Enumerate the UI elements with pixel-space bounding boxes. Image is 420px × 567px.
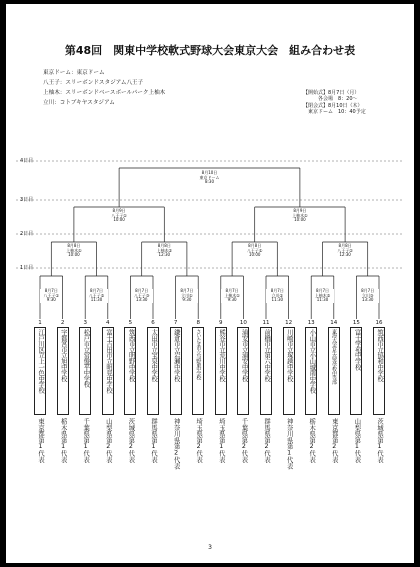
game-time: 11:30 (271, 297, 284, 303)
bracket-lines (6, 4, 414, 563)
team-seed: 2 (60, 320, 65, 326)
venue-line: 八王子：スリーボンドスタジアム八王子 (43, 80, 144, 86)
first-round-game-label (221, 289, 243, 303)
semifinal-game-label (101, 209, 137, 223)
team-name: 浦安市立浦安中学校 (237, 327, 249, 415)
schedule-line: 【開始式】8月7日（月） (303, 90, 360, 96)
team-name: 鎌倉市立岩瀬中学校 (170, 327, 182, 415)
game-venue: 上柚木① (66, 247, 82, 253)
game-date: 8月8日 (338, 243, 352, 248)
game-time: 9:30 (227, 297, 237, 303)
team-name: 富士学苑中学校 (350, 327, 362, 415)
game-date: 8月7日 (180, 288, 194, 293)
team-prefecture: 千葉県第2代表 (240, 418, 248, 463)
team-prefecture: 東京都第2代表 (330, 418, 338, 463)
game-date: 8月9日 (112, 208, 126, 213)
team-prefecture: 埼玉県第1代表 (217, 418, 225, 463)
game-time: 9:30 (46, 297, 56, 303)
venue-line: 東京ドーム：東京ドーム (43, 70, 105, 76)
first-round-game-label (266, 289, 288, 303)
game-time: 10:00 (113, 217, 125, 223)
team-seed: 5 (128, 320, 133, 326)
game-date: 8月8日 (248, 243, 262, 248)
bracket-sheet (6, 4, 414, 563)
game-venue: 八王子① (111, 212, 127, 218)
team-prefecture: 群馬県第1代表 (150, 418, 157, 463)
team-name: 宇都宮市立旭中学校 (57, 327, 69, 415)
schedule-line: 【閉会式】8月10日（木） (303, 102, 363, 109)
schedule-line: 東京ドーム 10：40予定 (303, 108, 366, 115)
game-date: 8月7日 (89, 288, 104, 293)
team-prefecture: 神奈川県第2代表 (172, 418, 180, 470)
team-name: 筑西市立協和中学校 (373, 327, 385, 415)
team-prefecture: 茨城県第2代表 (127, 418, 135, 463)
game-time: 12:30 (158, 252, 171, 258)
game-venue: 上柚木② (156, 247, 173, 253)
round-label: 1日目 (20, 265, 34, 271)
game-time: 10:00 (294, 217, 306, 223)
team-prefecture: 栃木県第1代表 (59, 418, 67, 463)
team-name: 筑西市立明野中学校 (124, 327, 136, 415)
game-date: 8月7日 (361, 288, 375, 293)
team-seed: 3 (83, 320, 87, 326)
team-name: 太田市立宝泉中学校 (147, 327, 159, 415)
team-seed: 13 (307, 320, 315, 326)
game-time: 10:00 (248, 252, 261, 258)
game-venue: 八王子③ (133, 292, 150, 298)
team-seed: 7 (173, 320, 178, 326)
first-round-game-label (312, 289, 334, 303)
game-time: 8:30 (205, 179, 214, 185)
team-name: 川崎市立塚越中学校 (283, 327, 295, 415)
game-venue: 立川① (181, 292, 193, 298)
game-venue: 上柚木① (224, 292, 240, 298)
game-time: 13:30 (361, 297, 374, 303)
game-venue: 八王子① (246, 247, 263, 253)
page-number: 3 (208, 544, 212, 551)
team-prefecture: 神奈川県第1代表 (285, 418, 293, 470)
team-name: 小山市立小山城南中学校 (305, 327, 317, 415)
round-label: 2日目 (20, 231, 34, 237)
game-venue: 上柚木② (314, 292, 331, 298)
team-prefecture: 栃木県第2代表 (308, 418, 316, 463)
team-seed: 10 (239, 320, 247, 326)
game-time: 11:30 (90, 297, 103, 303)
game-time: 12:30 (339, 252, 351, 258)
game-date: 8月7日 (270, 288, 284, 293)
game-time: 10:00 (68, 252, 80, 258)
round-label: 4日目 (20, 158, 34, 164)
first-round-game-label (357, 289, 379, 303)
team-prefecture: 茨城県第1代表 (376, 418, 383, 463)
team-prefecture: 千葉県第1代表 (82, 418, 90, 463)
team-name: 東海大学菅生高等学校中等部 (328, 327, 340, 415)
team-prefecture: 東京都第1代表 (37, 418, 44, 463)
team-prefecture: 山梨県第1代表 (353, 418, 361, 463)
game-time: 13:30 (135, 297, 148, 303)
game-date: 8月7日 (315, 288, 330, 293)
team-name: 前橋市立第六中学校 (260, 327, 272, 415)
quarterfinal-game-label (146, 244, 182, 258)
venue-line: 立川：コトブキヤスタジアム (43, 100, 115, 106)
quarterfinal-game-label (327, 244, 363, 258)
page-title: 第48回 関東中学校軟式野球大会東京大会 組み合わせ表 (64, 44, 356, 57)
team-name: 江戸川区立上一色中学校 (34, 327, 46, 415)
team-seed: 6 (151, 320, 155, 326)
team-seed: 16 (375, 320, 383, 326)
semifinal-game-label (282, 209, 318, 223)
team-prefecture: 山梨県第2代表 (104, 418, 112, 463)
quarterfinal-game-label (56, 244, 92, 258)
team-seed: 11 (262, 320, 270, 326)
game-date: 8月8日 (67, 243, 81, 248)
final-game-label (192, 171, 228, 185)
team-name: 松戸市立常盤平中学校 (79, 327, 91, 415)
game-date: 8月7日 (225, 288, 239, 293)
team-prefecture: 群馬県第2代表 (263, 418, 270, 463)
team-seed: 14 (330, 320, 338, 326)
first-round-game-label (40, 289, 62, 303)
schedule-line: 各会場 8：20〜 (303, 96, 358, 103)
team-seed: 1 (38, 320, 42, 326)
team-seed: 8 (196, 320, 200, 326)
first-round-game-label (86, 289, 108, 303)
game-venue: 東京ドーム (199, 174, 220, 180)
game-date: 8月8日 (157, 243, 171, 248)
game-time: 9:30 (182, 297, 192, 303)
game-venue: 八王子② (337, 247, 353, 253)
team-name: さいたま市立与野東中学校 (192, 327, 204, 415)
game-venue: 上柚木① (292, 212, 308, 218)
game-date: 8月9日 (293, 208, 307, 213)
game-venue: 八王子② (88, 292, 105, 298)
game-date: 8月7日 (44, 288, 58, 293)
game-venue: 八王子① (43, 292, 60, 298)
round-label: 3日目 (20, 197, 34, 203)
team-prefecture: 埼玉県第2代表 (195, 418, 203, 463)
team-seed: 12 (285, 320, 293, 326)
game-venue: 立川③ (361, 292, 374, 298)
team-seed: 15 (352, 320, 360, 326)
quarterfinal-game-label (237, 244, 273, 258)
first-round-game-label (176, 289, 198, 303)
game-time: 11:30 (316, 297, 329, 303)
game-date: 8月7日 (135, 288, 149, 293)
venue-line: 上柚木：スリーボンドベースボールパーク上柚木 (43, 90, 166, 96)
team-name: 富士吉田市立明見中学校 (102, 327, 114, 415)
first-round-game-label (131, 289, 153, 303)
team-name: 熊谷市立荒川中学校 (215, 327, 227, 415)
game-venue: 立川② (271, 292, 284, 298)
team-seed: 9 (219, 320, 223, 326)
team-seed: 4 (106, 320, 110, 326)
game-date: 8月10日 (201, 170, 218, 175)
